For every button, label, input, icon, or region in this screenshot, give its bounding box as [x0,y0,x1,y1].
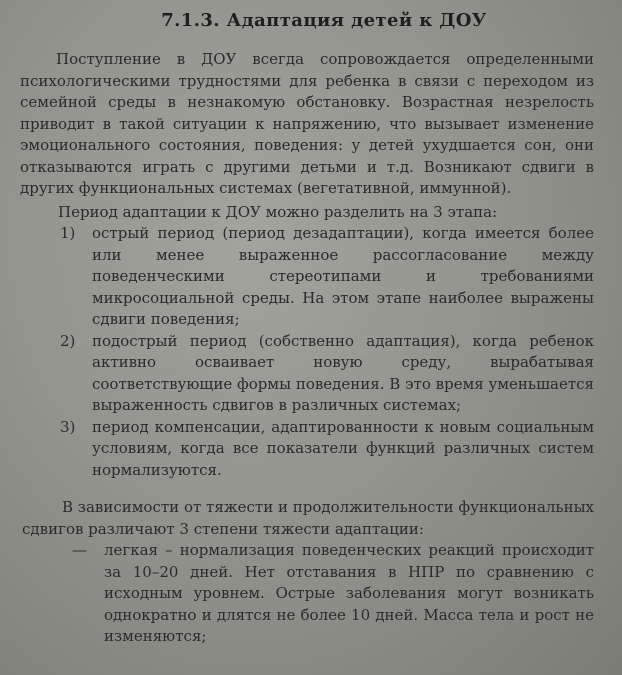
stages-intro: Период адаптации к ДОУ можно разделить на 3 этапа: [58,202,498,221]
paragraph-degrees: В зависимости от тяжести и продолжительности функциональных сдвигов различают 3 степени тяжести адаптации: [22,498,594,538]
stage-text: период компенсации, адаптированности к новым социальным условиям, когда все показатели функций различных систем нормализуются. [92,417,594,479]
degree-item [72,540,594,648]
stage-item [60,331,594,417]
paragraph-admission: Поступление в ДОУ всегда сопровождается определенными психологическими трудностями для ребенка в связи с переходом из семейной среды в незнакомую обстановку. Возрастная незрелость приводит в такой ситуации к напряжению, что вызывает изменение эмоционального состояния, поведения: у детей ухудшается сон, они отказываются играть с другими детьми и т.д. Возникают сдвиги в других функциональных системах (вегетативной, иммунной). [20,50,594,197]
stage-number: 1) [60,224,76,242]
stage-text: острый период (период дезадаптации), когда имеется более или менее выраженное рассогласование между поведенческими стереотипами и требованиями микросоциальной среды. На этом этапе наиболее выражены сдвиги поведения; [92,224,594,328]
stage-item [60,223,594,331]
degree-dash: — [72,541,87,559]
stage-number: 2) [60,331,76,350]
stage-item [60,417,594,482]
stage-text: подострый период (собственно адаптация), когда ребенок активно осваивает новую среду, вырабатывая соответствующие формы поведения. В это время уменьшается выраженность сдвигов в различных системах; [92,331,594,414]
spacer [14,481,594,497]
stage-number: 3) [60,417,76,436]
degree-text: легкая – нормализация поведенческих реакций происходит за 10–20 дней. Нет отставания в НПР по сравнению с исходным уровнем. Острые заболевания могут возникать однократно и длятся не более 10 дней. Масса тела и рост не изменяются; [104,541,594,645]
section-title: 7.1.3. Адаптация детей к ДОУ [161,10,487,31]
